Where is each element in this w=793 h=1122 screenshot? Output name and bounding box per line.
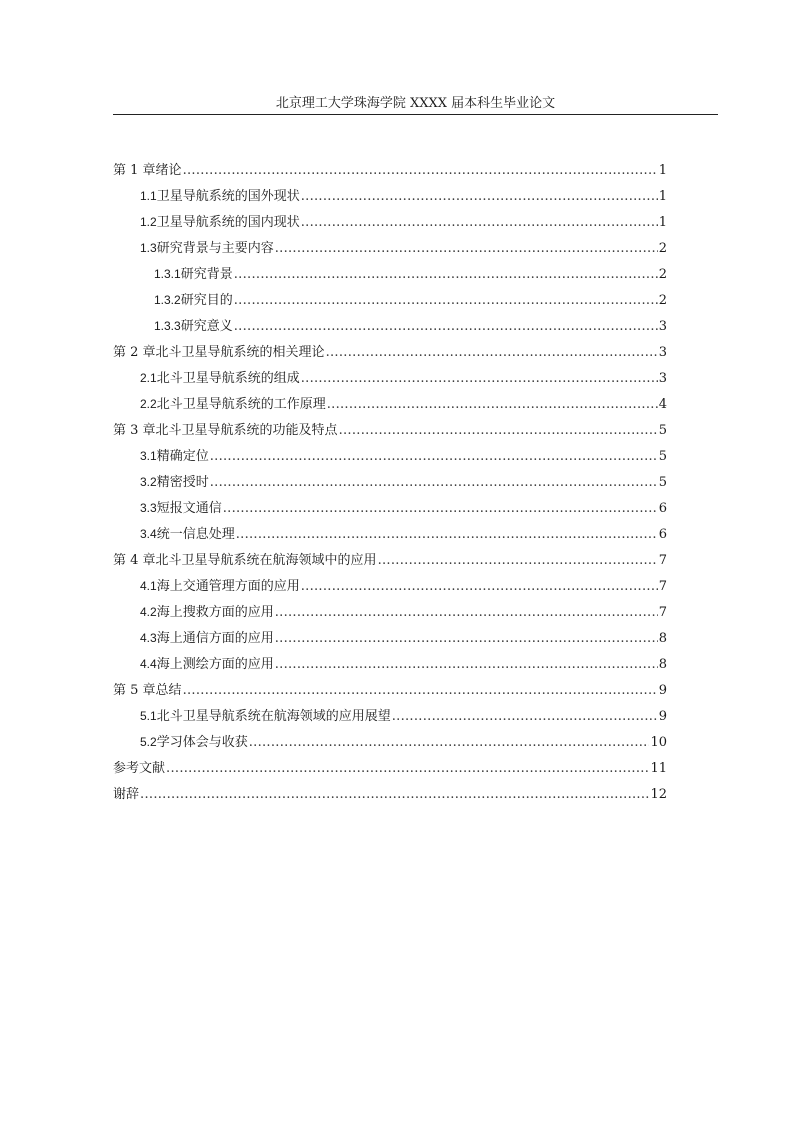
toc-entry-title: 学习体会与收获 [156,735,248,750]
toc-entry-number: 5.2 [140,735,157,749]
page-header: 北京理工大学珠海学院 XXXX 届本科生毕业论文 [275,96,556,111]
toc-entry-page: 9 [658,709,667,724]
dot-leader [183,163,658,178]
toc-entry-title: 研究背景与主要内容 [156,241,274,256]
toc-entry[interactable] [113,185,667,211]
toc-entry-page: 11 [650,761,667,776]
toc-entry-number: 第 5 章 [113,683,156,698]
dot-leader [275,657,658,672]
toc-entry-title: 北斗卫星导航系统的工作原理 [156,397,326,412]
toc-entry-number: 1.3.2 [154,293,181,307]
toc-entry-number: 4.3 [140,631,157,645]
toc-entry-title: 北斗卫星导航系统的功能及特点 [155,423,338,438]
toc-entry-title: 参考文献 [113,761,166,776]
header-rule [113,114,718,115]
toc-entry-page: 3 [658,371,667,386]
toc-entry-title: 北斗卫星导航系统的组成 [156,371,300,386]
toc-entry-page: 1 [658,215,667,230]
dot-leader [301,579,658,594]
toc-entry-page: 3 [658,345,667,360]
toc-entry-title: 北斗卫星导航系统的相关理论 [155,345,325,360]
toc-entry-number: 第 4 章 [113,553,156,568]
toc-entry-title: 统一信息处理 [156,527,235,542]
toc-entry-title: 海上测绘方面的应用 [156,657,274,672]
toc-entry-page: 7 [658,553,667,568]
toc-entry-page: 8 [658,631,667,646]
toc-entry-title: 北斗卫星导航系统在航海领域的应用展望 [156,709,391,724]
toc-entry[interactable] [113,211,667,237]
toc-entry-number: 2.1 [140,371,157,385]
toc-entry-title: 谢辞 [113,787,140,802]
toc-entry-page: 2 [658,293,667,308]
toc-entry-title: 卫星导航系统的国外现状 [156,189,300,204]
toc-entry[interactable] [113,367,667,393]
toc-entry[interactable] [113,653,667,679]
toc-entry-page: 4 [658,397,667,412]
toc-entry[interactable] [113,549,667,575]
toc-entry-number: 1.3.3 [154,319,181,333]
toc-entry-page: 3 [658,319,667,334]
toc-entry-page: 6 [658,501,667,516]
toc-entry-number: 1.1 [140,189,157,203]
toc-entry-number: 1.3.1 [154,267,181,281]
toc-entry-number: 第 3 章 [113,423,156,438]
toc-entry-title: 海上交通管理方面的应用 [156,579,300,594]
toc-entry-page: 6 [658,527,667,542]
toc-entry-title: 总结 [155,683,182,698]
toc-entry-title: 海上搜救方面的应用 [156,605,274,620]
toc-entry[interactable] [113,419,667,445]
toc-entry-page: 5 [658,423,667,438]
toc-entry[interactable] [113,289,667,315]
toc-entry-number: 3.3 [140,501,157,515]
toc-entry[interactable] [113,627,667,653]
toc-entry-title: 精确定位 [156,449,209,464]
toc-entry[interactable] [113,315,667,341]
toc-entry-number: 第 2 章 [113,345,156,360]
dot-leader [301,371,658,386]
toc-entry-page: 7 [658,605,667,620]
dot-leader [275,605,658,620]
toc-entry-number: 3.2 [140,475,157,489]
dot-leader [378,553,658,568]
toc-entry-title: 研究意义 [180,319,233,334]
toc-entry[interactable] [113,705,667,731]
dot-leader [210,449,658,464]
toc-entry-number: 1.3 [140,241,157,255]
toc-entry-number: 1.2 [140,215,157,229]
dot-leader [234,293,658,308]
toc-entry[interactable] [113,393,667,419]
dot-leader [392,709,658,724]
toc-entry[interactable] [113,601,667,627]
dot-leader [249,735,650,750]
toc-entry[interactable] [113,159,667,185]
dot-leader [275,241,658,256]
toc-entry[interactable] [113,783,667,809]
toc-entry-title: 研究目的 [180,293,233,308]
dot-leader [339,423,658,438]
dot-leader [275,631,658,646]
dot-leader [326,345,658,360]
toc-entry-number: 2.2 [140,397,157,411]
toc-entry-number: 4.4 [140,657,157,671]
toc-entry-page: 7 [658,579,667,594]
toc-entry-number: 4.1 [140,579,157,593]
toc-entry-number: 5.1 [140,709,157,723]
toc-entry-title: 卫星导航系统的国内现状 [156,215,300,230]
toc-entry[interactable] [113,237,667,263]
table-of-contents [113,159,667,809]
toc-entry[interactable] [113,497,667,523]
toc-entry-number: 第 1 章 [113,163,156,178]
toc-entry-page: 2 [658,267,667,282]
toc-entry-number: 3.1 [140,449,157,463]
dot-leader [301,189,658,204]
toc-entry-title: 北斗卫星导航系统在航海领域中的应用 [155,553,377,568]
dot-leader [301,215,658,230]
toc-entry-page: 2 [658,241,667,256]
dot-leader [140,787,649,802]
toc-entry[interactable] [113,731,667,757]
toc-entry-number: 4.2 [140,605,157,619]
toc-entry-page: 10 [650,735,667,750]
toc-entry-number: 3.4 [140,527,157,541]
toc-entry-page: 1 [658,189,667,204]
dot-leader [183,683,658,698]
toc-entry[interactable] [113,445,667,471]
toc-entry[interactable] [113,679,667,705]
toc-entry-title: 研究背景 [180,267,233,282]
toc-entry-page: 1 [658,163,667,178]
toc-entry[interactable] [113,575,667,601]
dot-leader [327,397,658,412]
toc-entry-title: 海上通信方面的应用 [156,631,274,646]
toc-entry-page: 5 [658,475,667,490]
toc-entry[interactable] [113,341,667,367]
toc-entry-title: 绪论 [155,163,182,178]
toc-entry[interactable] [113,263,667,289]
dot-leader [234,319,658,334]
toc-entry[interactable] [113,523,667,549]
toc-entry-page: 12 [650,787,667,802]
dot-leader [166,761,649,776]
toc-entry-page: 9 [658,683,667,698]
toc-entry-title: 精密授时 [156,475,209,490]
dot-leader [223,501,658,516]
toc-entry[interactable] [113,757,667,783]
toc-entry-title: 短报文通信 [156,501,222,516]
toc-entry-page: 8 [658,657,667,672]
toc-entry[interactable] [113,471,667,497]
dot-leader [236,527,658,542]
dot-leader [234,267,658,282]
toc-entry-page: 5 [658,449,667,464]
dot-leader [210,475,658,490]
